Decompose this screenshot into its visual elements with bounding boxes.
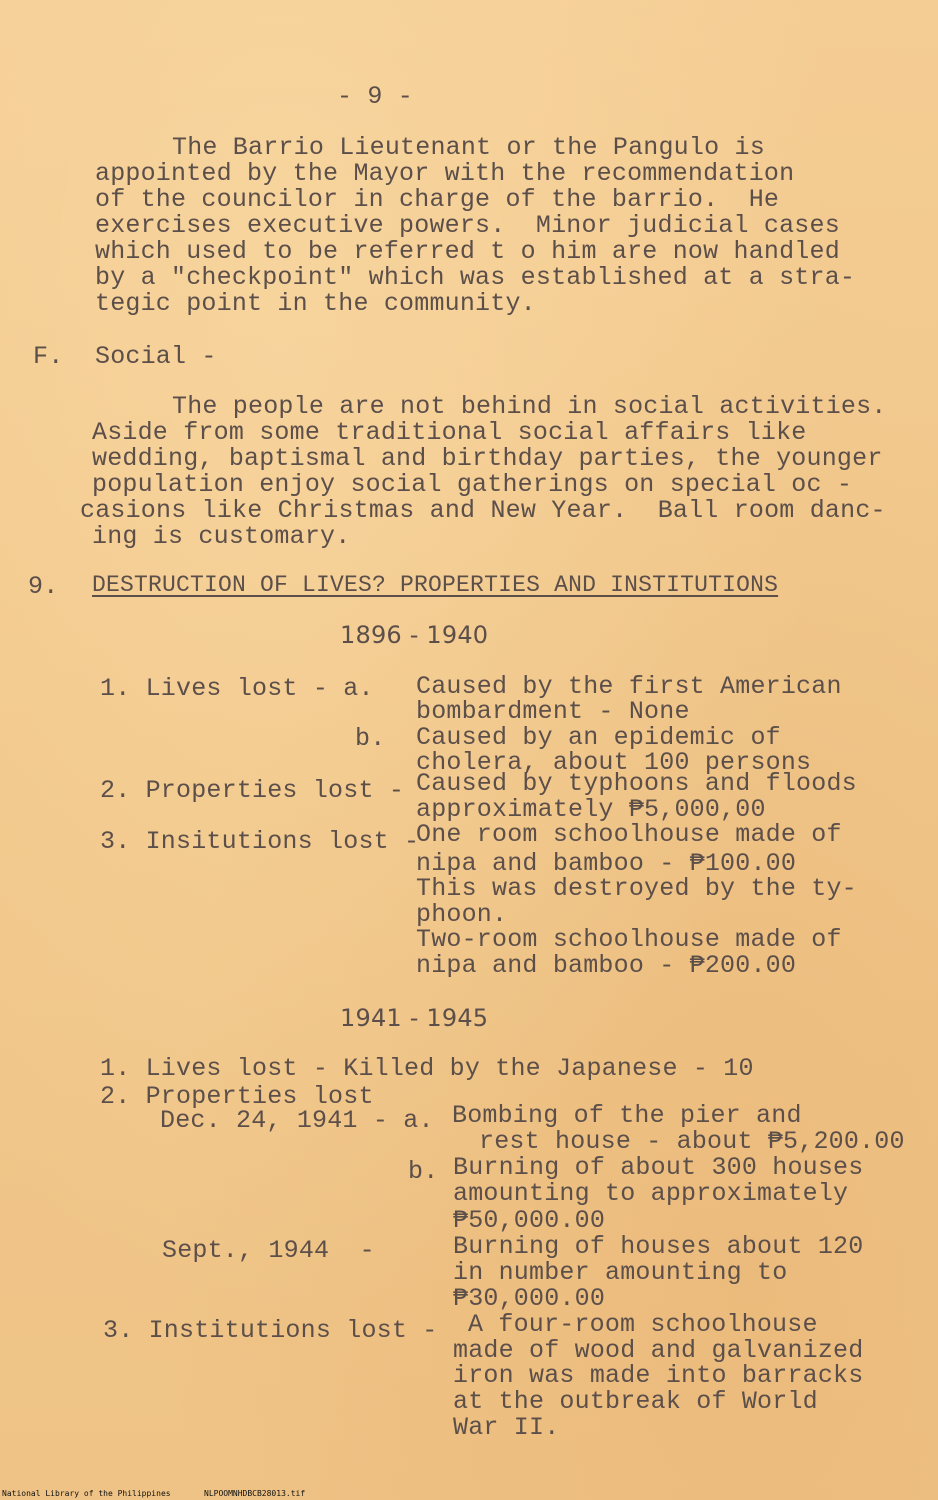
paragraph-line: casions like Christmas and New Year. Ball room danc- [80, 496, 886, 525]
entry-text: in number amounting to [453, 1258, 788, 1287]
paragraph-line: of the councilor in charge of the barrio. He [95, 185, 780, 214]
footer-filename: NLPOOMNHDBCB28013.tif [204, 1489, 306, 1498]
paragraph-line: The people are not behind in social activities. [172, 392, 887, 421]
entry-text: ₱50,000.00 [453, 1206, 606, 1235]
entry-label: b. [355, 724, 386, 753]
paragraph-line: tegic point in the community. [95, 289, 536, 318]
period-heading: 1896 - 1940 [340, 621, 489, 649]
paragraph-line: appointed by the Mayor with the recommendation [95, 159, 795, 188]
entry-text: made of wood and galvanized [453, 1336, 864, 1365]
page-number: - 9 - [337, 82, 414, 111]
paragraph-line: by a "checkpoint" which was established at a stra- [95, 263, 856, 292]
entry-text: Caused by an epidemic of [416, 723, 781, 752]
entry-text: One room schoolhouse made of [416, 820, 842, 849]
entry-label: Sept., 1944 - [162, 1236, 375, 1265]
entry-label: 2. Properties lost [100, 1082, 374, 1111]
entry-text: amounting to approximately [453, 1179, 849, 1208]
entry-label: b. [408, 1157, 439, 1186]
entry-label: 3. Institutions lost - [103, 1316, 438, 1345]
entry-text: Bombing of the pier and [452, 1101, 802, 1130]
entry-text: at the outbreak of World [453, 1387, 818, 1416]
paragraph-line: ing is customary. [92, 522, 351, 551]
entry-text: nipa and bamboo - ₱100.00 [416, 849, 797, 878]
entry-label: 1. Lives lost - Killed by the Japanese - 10 [100, 1054, 754, 1083]
paragraph-line: Aside from some traditional social affairs like [92, 418, 807, 447]
entry-text: approximately ₱5,000,00 [416, 795, 766, 824]
entry-text: This was destroyed by the ty- [416, 874, 857, 903]
section-title: DESTRUCTION OF LIVES? PROPERTIES AND INSTITUTIONS [92, 572, 779, 598]
entry-text: Burning of houses about 120 [453, 1232, 864, 1261]
entry-text: Two-room schoolhouse made of [416, 925, 842, 954]
entry-text: War II. [453, 1413, 560, 1442]
entry-text: Caused by typhoons and floods [416, 769, 857, 798]
paragraph-line: exercises executive powers. Minor judicial cases [95, 211, 840, 240]
entry-text: cholera, about 100 persons [416, 748, 812, 777]
section-letter: F. [33, 342, 64, 371]
period-heading: 1941 - 1945 [340, 1004, 489, 1032]
entry-text: nipa and bamboo - ₱200.00 [416, 951, 797, 980]
entry-text: A four-room schoolhouse [468, 1310, 818, 1339]
entry-label: 3. Insitutions lost - [100, 827, 420, 856]
paragraph-line: The Barrio Lieutenant or the Pangulo is [172, 133, 765, 162]
entry-text: phoon. [416, 900, 508, 929]
entry-text: ₱30,000.00 [453, 1284, 606, 1313]
entry-label: 2. Properties lost - [100, 776, 405, 805]
paragraph-line: population enjoy social gatherings on special oc - [92, 470, 853, 499]
footer-source: National Library of the Philippines [2, 1489, 171, 1498]
entry-text: iron was made into barracks [453, 1361, 864, 1390]
entry-label: Dec. 24, 1941 - a. [160, 1106, 434, 1135]
paragraph-line: which used to be referred t o him are now handled [95, 237, 840, 266]
section-number: 9. [28, 572, 59, 601]
entry-label: 1. Lives lost - a. [100, 674, 374, 703]
entry-text: Caused by the first American [416, 672, 842, 701]
section-title: Social - [95, 342, 217, 371]
paragraph-line: wedding, baptismal and birthday parties, the younger [92, 444, 883, 473]
entry-text: bombardment - None [416, 697, 690, 726]
entry-text: Burning of about 300 houses [453, 1153, 864, 1182]
entry-text: rest house - about ₱5,200.00 [479, 1127, 905, 1156]
